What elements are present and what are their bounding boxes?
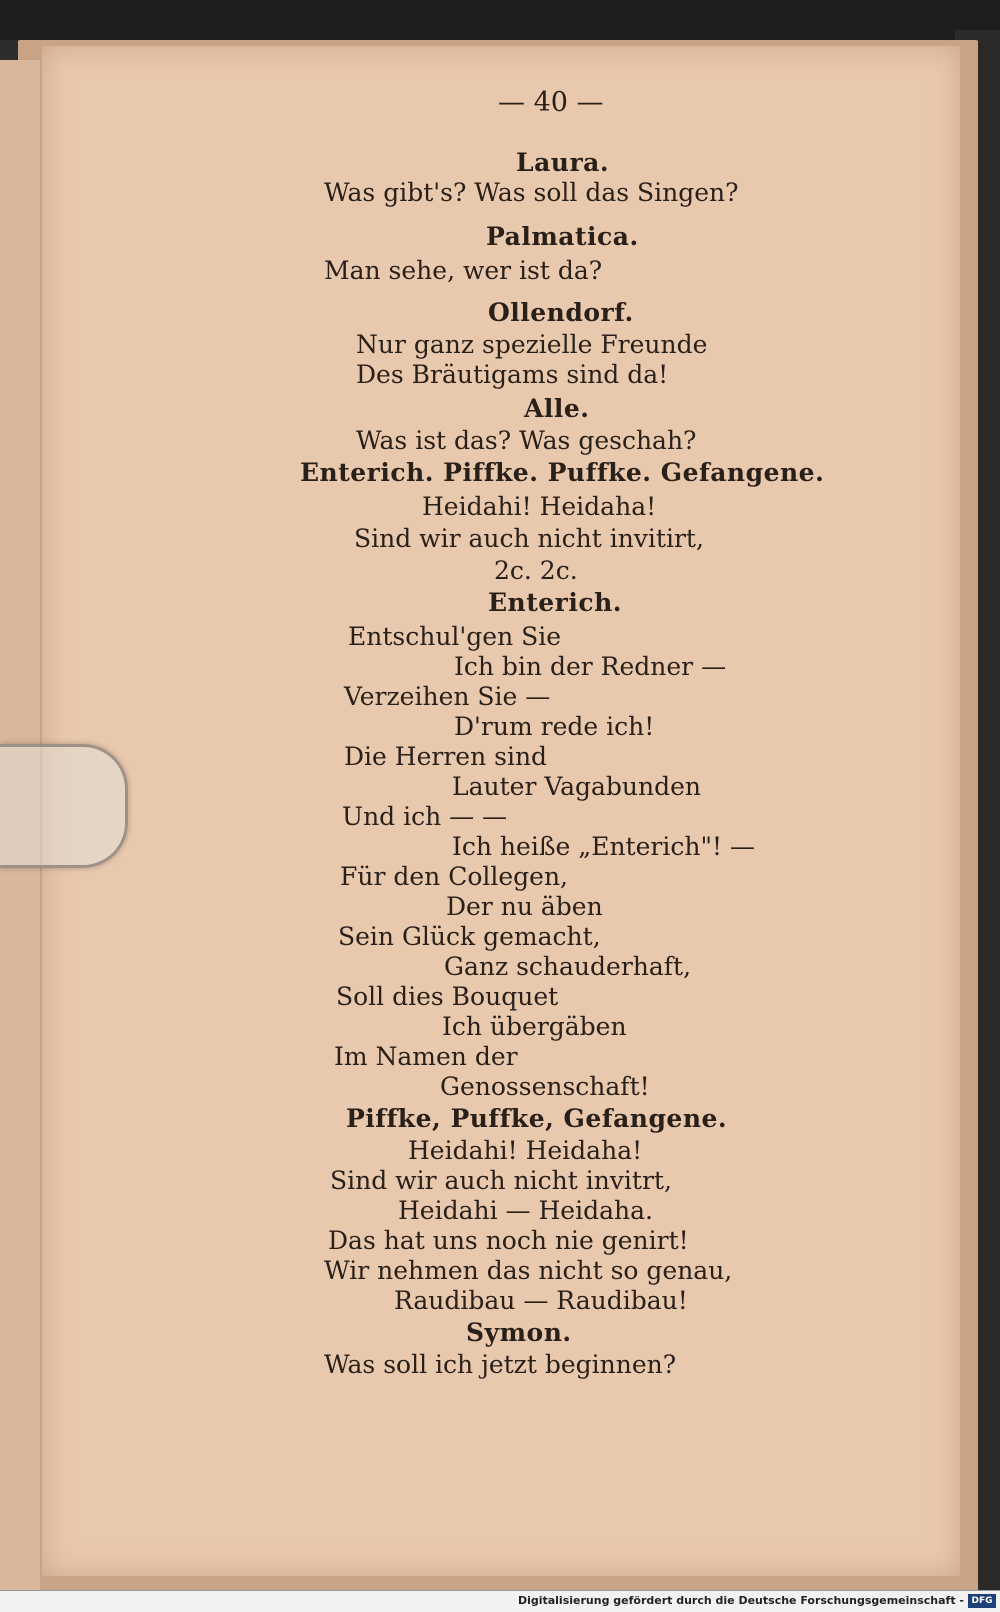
speaker-heading: Piffke, Puffke, Gefangene. — [346, 1104, 728, 1133]
speaker-heading: Palmatica. — [486, 222, 639, 251]
verse-line: Raudibau — Raudibau! — [394, 1286, 688, 1315]
speaker-heading: Enterich. — [488, 588, 622, 617]
verse-line: D'rum rede ich! — [454, 712, 655, 741]
page-number: — 40 — — [498, 87, 604, 118]
verse-line: Heidahi! Heidaha! — [422, 492, 657, 521]
verse-line: Der nu äben — [446, 892, 603, 921]
verse-line: 2c. 2c. — [494, 556, 578, 585]
verse-line: Entschul'gen Sie — [348, 622, 562, 651]
scan-background-top — [0, 0, 1000, 40]
speaker-heading: Symon. — [466, 1318, 572, 1347]
verse-line: Was gibt's? Was soll das Singen? — [324, 178, 739, 207]
verse-line: Im Namen der — [334, 1042, 518, 1071]
speaker-heading: Enterich. Piffke. Puffke. Gefangene. — [300, 458, 825, 487]
verse-line: Wir nehmen das nicht so genau, — [324, 1256, 733, 1285]
verse-line: Lauter Vagabunden — [452, 772, 702, 801]
speaker-heading: Ollendorf. — [488, 298, 634, 327]
verse-line: Für den Collegen, — [340, 862, 569, 891]
speaker-heading: Alle. — [524, 394, 590, 423]
verse-line: Was ist das? Was geschah? — [356, 426, 697, 455]
verse-line: Und ich — — — [342, 802, 508, 831]
verse-line: Ganz schauderhaft, — [444, 952, 692, 981]
verse-line: Genossenschaft! — [440, 1072, 650, 1101]
verse-line: Soll dies Bouquet — [336, 982, 559, 1011]
verse-line: Verzeihen Sie — — [344, 682, 551, 711]
verse-line: Sein Glück gemacht, — [338, 922, 601, 951]
book-page — [42, 46, 960, 1576]
verse-line: Ich übergäben — [442, 1012, 627, 1041]
verse-line: Was soll ich jetzt beginnen? — [324, 1350, 677, 1379]
speaker-heading: Laura. — [516, 148, 610, 177]
verse-line: Des Bräutigams sind da! — [356, 360, 669, 389]
verse-line: Man sehe, wer ist da? — [324, 256, 603, 285]
bookmark-clip — [0, 744, 128, 868]
verse-line: Die Herren sind — [344, 742, 548, 771]
verse-line: Das hat uns noch nie genirt! — [328, 1226, 689, 1255]
verse-line: Sind wir auch nicht invitrt, — [330, 1166, 672, 1195]
verse-line: Ich bin der Redner — — [454, 652, 727, 681]
dfg-logo-icon: DFG — [968, 1594, 996, 1608]
digitization-footer — [0, 1590, 1000, 1612]
funding-credit: Digitalisierung gefördert durch die Deutsche Forschungsgemeinschaft - — [517, 1594, 964, 1607]
verse-line: Heidahi — Heidaha. — [398, 1196, 653, 1225]
verse-line: Ich heiße „Enterich"! — — [452, 832, 755, 861]
verse-line: Nur ganz spezielle Freunde — [356, 330, 708, 359]
verse-line: Heidahi! Heidaha! — [408, 1136, 643, 1165]
verse-line: Sind wir auch nicht invitirt, — [354, 524, 704, 553]
